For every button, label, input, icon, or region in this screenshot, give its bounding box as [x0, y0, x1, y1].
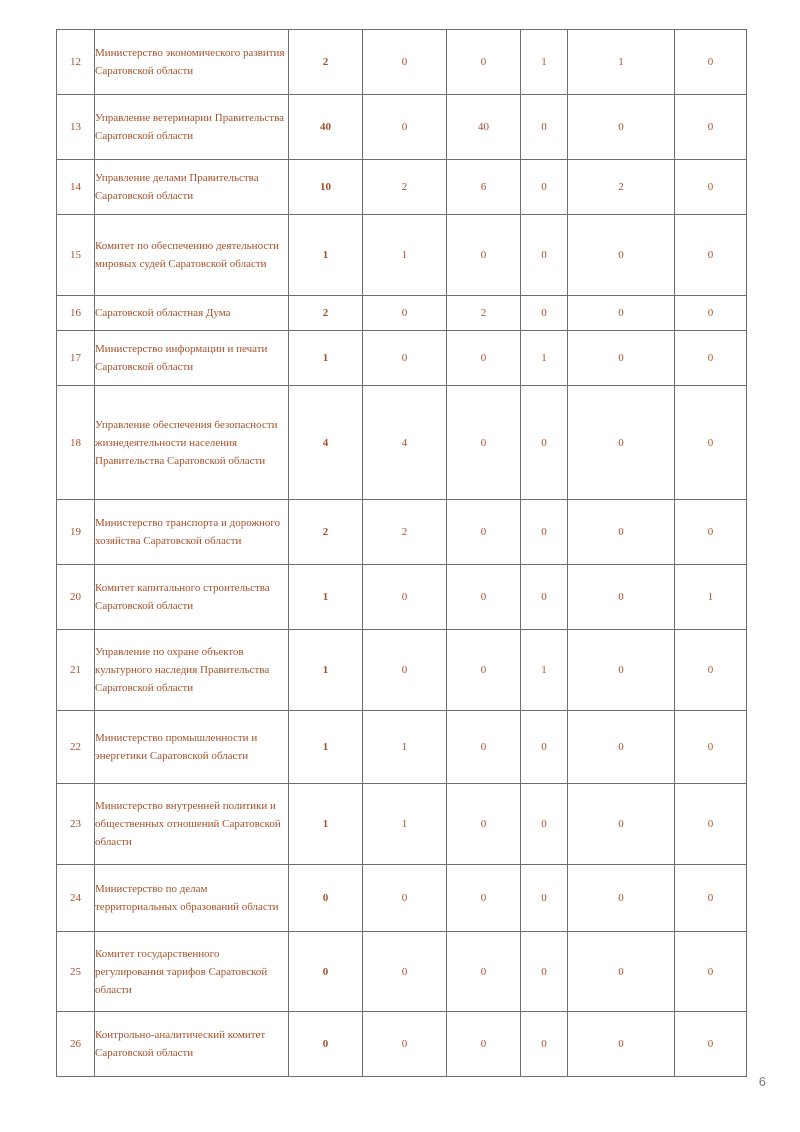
row-number-cell: 24 [57, 865, 95, 932]
count-cell-2: 0 [447, 711, 521, 784]
count-cell-1: 0 [363, 865, 447, 932]
document-page [56, 29, 746, 1077]
total-count-cell: 0 [289, 1012, 363, 1077]
total-count-cell: 4 [289, 386, 363, 500]
count-cell-1: 0 [363, 296, 447, 331]
count-cell-3: 0 [521, 565, 568, 630]
organization-name-cell: Управление по охране объектов культурного наследия Правительства Саратовской области [95, 630, 289, 711]
row-number-cell: 13 [57, 95, 95, 160]
organization-name-cell: Управление обеспечения безопасности жизнедеятельности населения Правительства Саратовской области [95, 386, 289, 500]
row-number-cell: 14 [57, 160, 95, 215]
count-cell-5: 0 [675, 95, 747, 160]
page-number: 6 [758, 1074, 766, 1089]
count-cell-4: 0 [568, 630, 675, 711]
count-cell-1: 1 [363, 711, 447, 784]
total-count-cell: 40 [289, 95, 363, 160]
count-cell-5: 0 [675, 500, 747, 565]
count-cell-4: 0 [568, 215, 675, 296]
count-cell-4: 0 [568, 296, 675, 331]
organization-name-cell: Министерство внутренней политики и общественных отношений Саратовской области [95, 784, 289, 865]
count-cell-3: 0 [521, 215, 568, 296]
row-number-cell: 17 [57, 331, 95, 386]
row-number-cell: 12 [57, 30, 95, 95]
total-count-cell: 10 [289, 160, 363, 215]
count-cell-2: 2 [447, 296, 521, 331]
total-count-cell: 1 [289, 784, 363, 865]
statistics-table [56, 29, 747, 1077]
total-count-cell: 1 [289, 331, 363, 386]
count-cell-4: 0 [568, 932, 675, 1012]
total-count-cell: 2 [289, 30, 363, 95]
organization-name-cell: Министерство транспорта и дорожного хозяйства Саратовской области [95, 500, 289, 565]
total-count-cell: 1 [289, 711, 363, 784]
count-cell-4: 0 [568, 711, 675, 784]
count-cell-2: 0 [447, 386, 521, 500]
table-row [57, 215, 747, 296]
count-cell-3: 0 [521, 500, 568, 565]
total-count-cell: 1 [289, 215, 363, 296]
table-body [57, 30, 747, 1077]
count-cell-5: 0 [675, 932, 747, 1012]
count-cell-3: 0 [521, 95, 568, 160]
count-cell-3: 0 [521, 1012, 568, 1077]
count-cell-5: 0 [675, 386, 747, 500]
count-cell-5: 1 [675, 565, 747, 630]
row-number-cell: 25 [57, 932, 95, 1012]
count-cell-2: 0 [447, 565, 521, 630]
organization-name-cell: Комитет по обеспечению деятельности мировых судей Саратовской области [95, 215, 289, 296]
table-row [57, 95, 747, 160]
table-row [57, 160, 747, 215]
row-number-cell: 15 [57, 215, 95, 296]
count-cell-1: 2 [363, 500, 447, 565]
row-number-cell: 22 [57, 711, 95, 784]
count-cell-4: 1 [568, 30, 675, 95]
count-cell-5: 0 [675, 296, 747, 331]
organization-name-cell: Министерство информации и печати Саратовской области [95, 331, 289, 386]
count-cell-4: 0 [568, 1012, 675, 1077]
table-row [57, 711, 747, 784]
count-cell-2: 6 [447, 160, 521, 215]
count-cell-4: 0 [568, 95, 675, 160]
count-cell-3: 1 [521, 331, 568, 386]
table-row [57, 784, 747, 865]
count-cell-5: 0 [675, 711, 747, 784]
count-cell-1: 0 [363, 565, 447, 630]
organization-name-cell: Министерство экономического развития Саратовской области [95, 30, 289, 95]
count-cell-1: 0 [363, 932, 447, 1012]
count-cell-5: 0 [675, 30, 747, 95]
table-row [57, 296, 747, 331]
table-row [57, 1012, 747, 1077]
organization-name-cell: Контрольно-аналитический комитет Саратовской области [95, 1012, 289, 1077]
count-cell-5: 0 [675, 331, 747, 386]
count-cell-1: 0 [363, 1012, 447, 1077]
count-cell-4: 0 [568, 331, 675, 386]
row-number-cell: 16 [57, 296, 95, 331]
organization-name-cell: Министерство по делам территориальных образований области [95, 865, 289, 932]
count-cell-2: 40 [447, 95, 521, 160]
count-cell-2: 0 [447, 30, 521, 95]
total-count-cell: 2 [289, 296, 363, 331]
count-cell-4: 0 [568, 565, 675, 630]
count-cell-2: 0 [447, 784, 521, 865]
total-count-cell: 0 [289, 932, 363, 1012]
count-cell-3: 1 [521, 30, 568, 95]
count-cell-5: 0 [675, 215, 747, 296]
count-cell-1: 2 [363, 160, 447, 215]
row-number-cell: 18 [57, 386, 95, 500]
row-number-cell: 23 [57, 784, 95, 865]
count-cell-5: 0 [675, 1012, 747, 1077]
total-count-cell: 0 [289, 865, 363, 932]
organization-name-cell: Управление ветеринарии Правительства Саратовской области [95, 95, 289, 160]
table-row [57, 500, 747, 565]
count-cell-1: 1 [363, 215, 447, 296]
table-row [57, 865, 747, 932]
organization-name-cell: Министерство промышленности и энергетики Саратовской области [95, 711, 289, 784]
count-cell-2: 0 [447, 1012, 521, 1077]
table-row [57, 932, 747, 1012]
row-number-cell: 26 [57, 1012, 95, 1077]
count-cell-5: 0 [675, 630, 747, 711]
row-number-cell: 21 [57, 630, 95, 711]
count-cell-4: 0 [568, 865, 675, 932]
count-cell-2: 0 [447, 932, 521, 1012]
total-count-cell: 2 [289, 500, 363, 565]
count-cell-1: 0 [363, 630, 447, 711]
count-cell-1: 0 [363, 95, 447, 160]
count-cell-3: 0 [521, 784, 568, 865]
total-count-cell: 1 [289, 565, 363, 630]
count-cell-2: 0 [447, 331, 521, 386]
table-row [57, 630, 747, 711]
organization-name-cell: Комитет капитального строительства Саратовской области [95, 565, 289, 630]
count-cell-2: 0 [447, 865, 521, 932]
count-cell-5: 0 [675, 865, 747, 932]
row-number-cell: 20 [57, 565, 95, 630]
table-row [57, 30, 747, 95]
count-cell-4: 0 [568, 386, 675, 500]
count-cell-2: 0 [447, 630, 521, 711]
count-cell-1: 0 [363, 331, 447, 386]
table-row [57, 565, 747, 630]
count-cell-3: 0 [521, 932, 568, 1012]
count-cell-2: 0 [447, 500, 521, 565]
count-cell-1: 1 [363, 784, 447, 865]
count-cell-3: 0 [521, 160, 568, 215]
count-cell-5: 0 [675, 784, 747, 865]
table-row [57, 331, 747, 386]
count-cell-3: 0 [521, 865, 568, 932]
count-cell-3: 0 [521, 386, 568, 500]
count-cell-4: 0 [568, 784, 675, 865]
row-number-cell: 19 [57, 500, 95, 565]
count-cell-2: 0 [447, 215, 521, 296]
count-cell-1: 0 [363, 30, 447, 95]
count-cell-4: 2 [568, 160, 675, 215]
count-cell-3: 0 [521, 296, 568, 331]
organization-name-cell: Саратовской областная Дума [95, 296, 289, 331]
organization-name-cell: Комитет государственного регулирования тарифов Саратовской области [95, 932, 289, 1012]
organization-name-cell: Управление делами Правительства Саратовской области [95, 160, 289, 215]
count-cell-3: 0 [521, 711, 568, 784]
count-cell-4: 0 [568, 500, 675, 565]
table-row [57, 386, 747, 500]
count-cell-3: 1 [521, 630, 568, 711]
count-cell-1: 4 [363, 386, 447, 500]
total-count-cell: 1 [289, 630, 363, 711]
count-cell-5: 0 [675, 160, 747, 215]
